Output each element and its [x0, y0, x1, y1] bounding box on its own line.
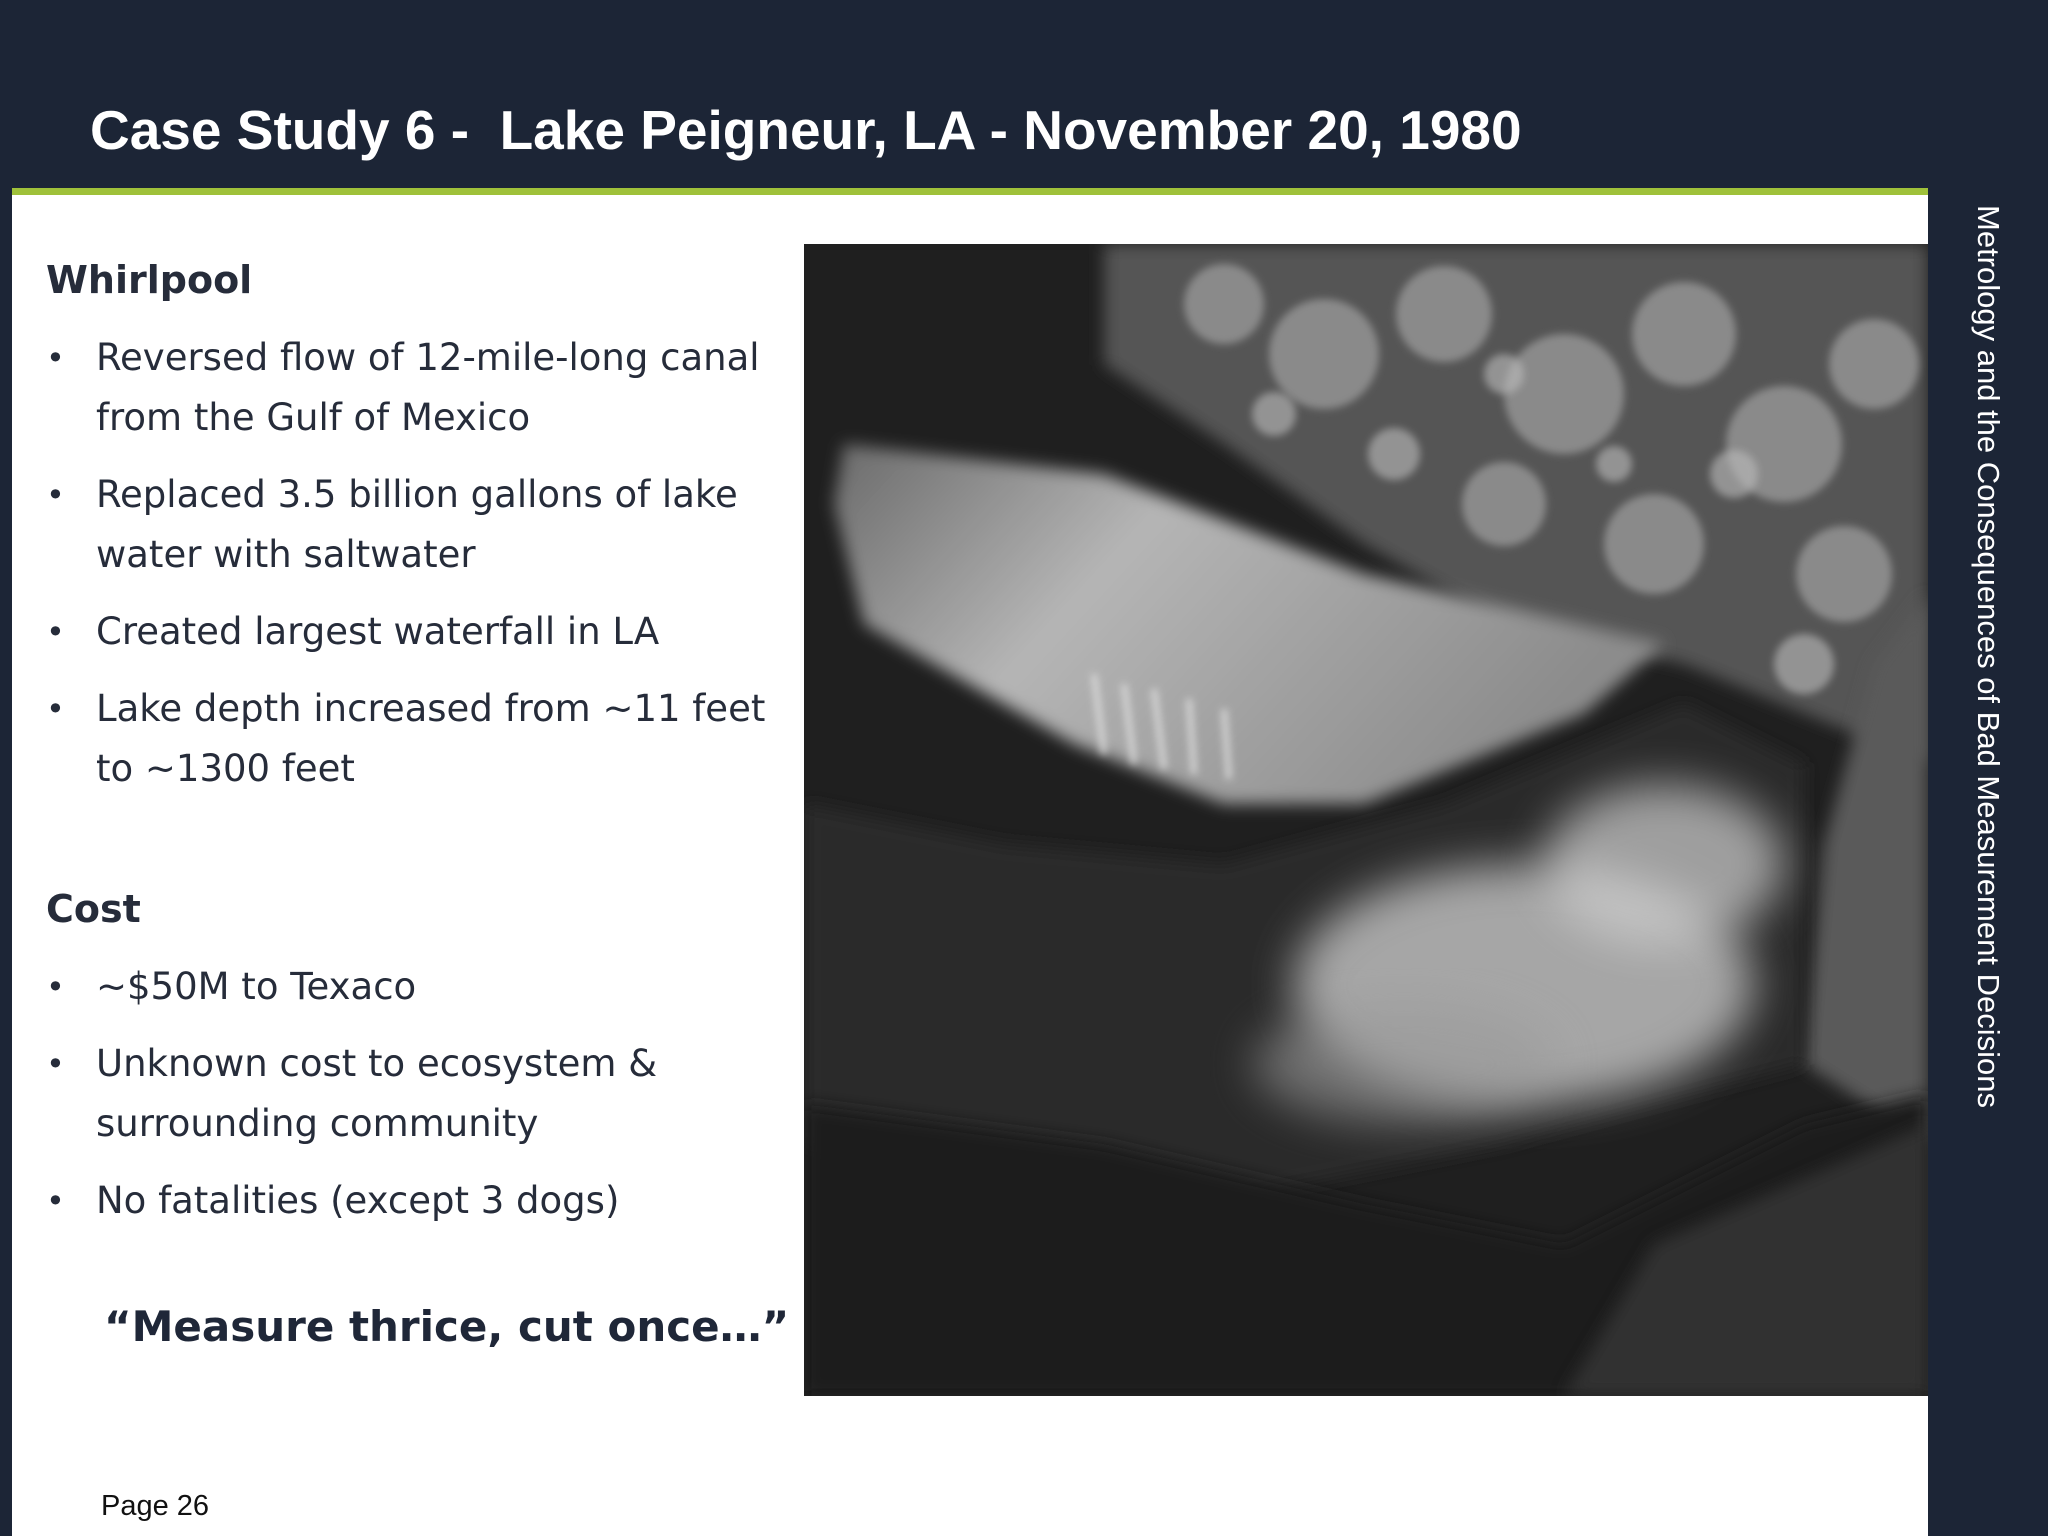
list-item [46, 679, 786, 799]
lake-peigneur-photo [804, 244, 1928, 1396]
accent-rule [12, 188, 1928, 195]
bullet-icon: • [46, 1045, 65, 1083]
bullet-icon: • [46, 339, 65, 377]
section-heading-cost: Cost [46, 887, 141, 931]
bullet-icon: • [46, 1182, 65, 1220]
list-item [46, 1034, 786, 1154]
bullet-icon: • [46, 968, 65, 1006]
bullet-icon: • [46, 476, 65, 514]
page-number: Page 26 [101, 1490, 210, 1522]
list-item [46, 465, 786, 585]
bullet-text: Unknown cost to ecosystem & surrounding community [96, 1042, 658, 1145]
list-item [46, 602, 786, 662]
cost-bullet-list [46, 957, 786, 1231]
bullet-text: Created largest waterfall in LA [96, 610, 660, 653]
whirlpool-bullet-list [46, 328, 786, 799]
photo-illustration [804, 244, 1928, 1396]
quote-text: “Measure thrice, cut once…” [104, 1302, 790, 1351]
bullet-text: Lake depth increased from ~11 feet to ~1300 feet [96, 687, 766, 790]
bullet-text: Reversed flow of 12-mile-long canal from the Gulf of Mexico [96, 336, 760, 439]
bullet-text: Replaced 3.5 billion gallons of lake water with saltwater [96, 473, 738, 576]
list-item [46, 957, 786, 1017]
bullet-text: ~$50M to Texaco [96, 965, 417, 1008]
side-label-text: Metrology and the Consequences of Bad Measurement Decisions [1971, 205, 2006, 1108]
bullet-icon: • [46, 690, 65, 728]
text-column [46, 258, 786, 1248]
slide-title: Case Study 6 - Lake Peigneur, LA - November 20, 1980 [90, 99, 1522, 161]
list-item [46, 1171, 786, 1231]
list-item [46, 328, 786, 448]
title-bar [0, 0, 2048, 190]
bullet-icon: • [46, 613, 65, 651]
section-heading-whirlpool: Whirlpool [46, 258, 253, 302]
side-label [1960, 205, 2020, 1205]
bullet-text: No fatalities (except 3 dogs) [96, 1179, 620, 1222]
